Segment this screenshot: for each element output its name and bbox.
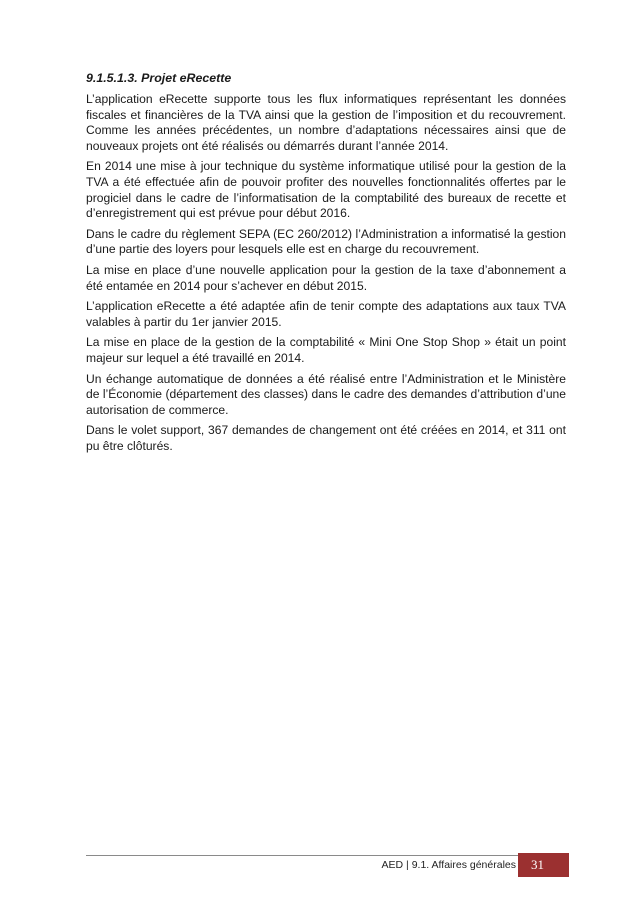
page-number-badge	[518, 853, 569, 877]
page-body	[86, 70, 566, 459]
paragraph-technical-update: En 2014 une mise à jour technique du système informatique utilisé pour la gestion de la TVA a été effectuée afin de pouvoir profiter des nouvelles fonctionnalités offertes par le progiciel dans le cadre de l’informatisation de la comptabilité des bureaux de recette et d’enregistrement qui est prévue pour début 2016.	[86, 159, 566, 221]
paragraph-erecette-overview: L’application eRecette supporte tous les flux informatiques représentant les données fiscales et financières de la TVA ainsi que la gestion de l’imposition et du recouvrement. Comme les années précédentes, un nombre d’adaptations nécessaires ainsi que de nouveaux projets ont été réalisés ou démarrés durant l’année 2014.	[86, 92, 566, 153]
footer-divider	[86, 855, 569, 856]
paragraph-mini-one-stop-shop: La mise en place de la gestion de la comptabilité « Mini One Stop Shop » était un point majeur sur lequel a été travaillé en 2014.	[86, 335, 566, 365]
paragraph-taux-tva: L’application eRecette a été adaptée afin de tenir compte des adaptations aux taux TVA valables à partir du 1er janvier 2015.	[86, 299, 566, 329]
section-heading: 9.1.5.1.3. Projet eRecette	[86, 71, 232, 85]
paragraph-sepa: Dans le cadre du règlement SEPA (EC 260/2012) l’Administration a informatisé la gestion d’une partie des loyers pour lesquels elle est en charge du recouvrement.	[86, 226, 566, 257]
paragraph-volet-support: Dans le volet support, 367 demandes de changement ont été créées en 2014, et 311 ont pu être clôturés.	[86, 423, 566, 453]
footer-section-label: AED | 9.1. Affaires générales	[381, 859, 516, 871]
paragraph-echange-donnees: Un échange automatique de données a été réalisé entre l’Administration et le Ministère de l’Économie (département des classes) dans le cadre des demandes d’attribution d’une autorisation de commerce.	[86, 371, 566, 417]
page-number: 31	[531, 857, 544, 872]
paragraph-taxe-abonnement: La mise en place d’une nouvelle application pour la gestion de la taxe d’abonnement a été entamée en 2014 pour s’achever en début 2015.	[86, 262, 566, 293]
